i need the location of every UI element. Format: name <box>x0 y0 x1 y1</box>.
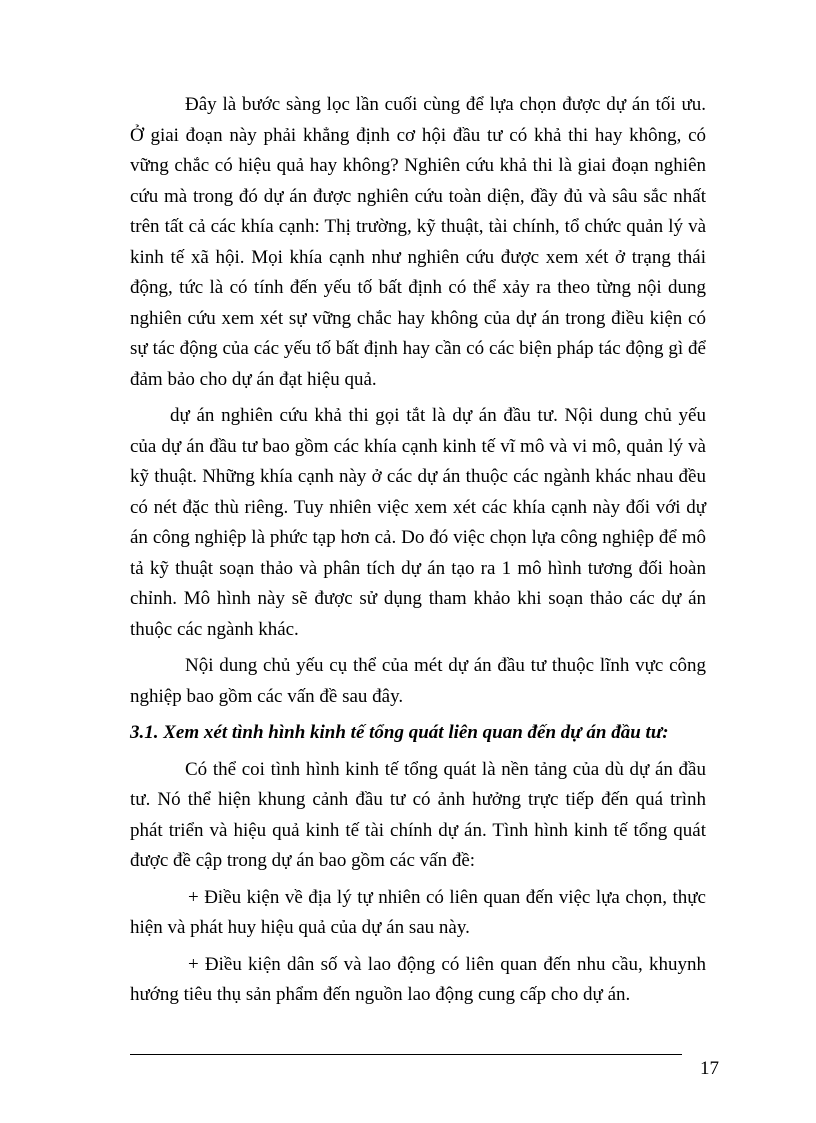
footer-divider <box>130 1054 682 1055</box>
paragraph-main-content: Nội dung chủ yếu cụ thể của mét dự án đầu tư thuộc lĩnh vực công nghiệp bao gồm các vấn đề sau đây. <box>130 655 706 707</box>
page-number: 17 <box>700 1058 719 1079</box>
bullet-population-labor: + Điều kiện dân số và lao động có liên quan đến nhu cầu, khuynh hướng tiêu thụ sản phẩm đến nguồn lao động cung cấp cho dự án. <box>130 953 706 1005</box>
paragraph-investment-project: dự án nghiên cứu khả thi gọi tắt là dự án đầu tư. Nội dung chủ yếu của dự án đầu tư bao gồm các khía cạnh kinh tế vĩ mô và vi mô, quản lý và kỹ thuật. Những khía cạnh này ở các dự án thuộc các ngành khác nhau đều có nét đặc thù riêng. Tuy nhiên việc xem xét các khía cạnh này đối với dự án công nghiệp là phức tạp hơn cả. Do đó việc chọn lựa công nghiệp để mô tả kỹ thuật soạn thảo và phân tích dự án tạo ra 1 mô hình tương đối hoàn chỉnh. Mô hình này sẽ được sử dụng tham khảo khi soạn thảo các dự án thuộc các ngành khác. <box>130 405 706 640</box>
paragraph-general-economy: Có thể coi tình hình kinh tế tổng quát là nền tảng của dù dự án đầu tư. Nó thể hiện khung cảnh đầu tư có ảnh hưởng trực tiếp đến quá trình phát triển và hiệu quả kinh tế tài chính dự án. Tình hình kinh tế tổng quát được đề cập trong dự án bao gồm các vấn đề: <box>130 758 706 871</box>
bullet-geography: + Điều kiện về địa lý tự nhiên có liên quan đến việc lựa chọn, thực hiện và phát huy hiệu quả của dự án sau này. <box>130 886 706 938</box>
paragraph-feasibility-study: Đây là bước sàng lọc lần cuối cùng để lựa chọn được dự án tối ưu. Ở giai đoạn này phải khẳng định cơ hội đầu tư có khả thi hay không, có vững chắc có hiệu quả hay không? Nghiên cứu khả thi là giai đoạn nghiên cứu mà trong đó dự án được nghiên cứu toàn diện, đầy đủ và sâu sắc nhất trên tất cả các khía cạnh: Thị trường, kỹ thuật, tài chính, tổ chức quản lý và kinh tế xã hội. Mọi khía cạnh như nghiên cứu được xem xét ở trạng thái động, tức là có tính đến yếu tố bất định có thể xảy ra theo từng nội dung nghiên cứu xem xét sự vững chắc hay không của dự án trong điều kiện có sự tác động của các yếu tố bất định hay cần có các biện pháp tác động gì để đảm bảo cho dự án đạt hiệu quả. <box>130 94 706 390</box>
page-body <box>130 90 706 1017</box>
section-heading: 3.1. Xem xét tình hình kinh tế tổng quát liên quan đến dự án đầu tư: <box>130 722 669 743</box>
